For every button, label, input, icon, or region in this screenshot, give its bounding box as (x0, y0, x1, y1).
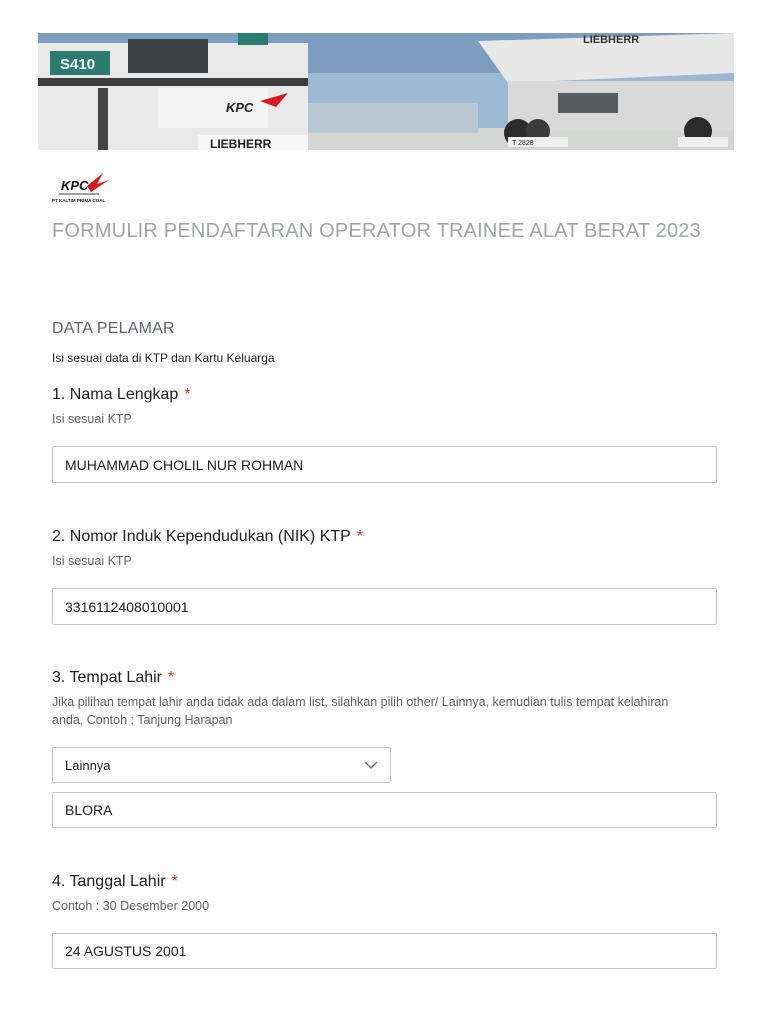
question-2-title (52, 528, 363, 546)
chevron-down-icon (364, 761, 378, 769)
form-title: FORMULIR PENDAFTARAN OPERATOR TRAINEE ALAT BERAT 2023 (52, 220, 701, 242)
kpc-logo (51, 170, 113, 206)
logo-company: PT KALTIM PRIMA COAL (52, 198, 106, 203)
banner-truck-brand-text: LIEBHERR (583, 34, 640, 46)
nik-input[interactable] (52, 588, 717, 625)
nama-lengkap-input[interactable] (52, 446, 717, 483)
question-4-label: 4. Tanggal Lahir (52, 873, 166, 890)
required-marker: * (171, 873, 178, 890)
tempat-lahir-select[interactable] (52, 747, 391, 783)
tanggal-lahir-input[interactable] (52, 933, 717, 969)
required-marker: * (184, 386, 191, 403)
question-1-help: Isi sesuai KTP (52, 412, 132, 426)
question-1-label: 1. Nama Lengkap (52, 386, 179, 403)
tempat-lahir-other-input[interactable] (52, 792, 717, 828)
question-3-label: 3. Tempat Lahir (52, 669, 162, 686)
tempat-lahir-selected-value: Lainnya (65, 757, 111, 773)
section-title: DATA PELAMAR (52, 320, 175, 337)
header-banner-image (38, 33, 734, 150)
question-4-help: Contoh : 30 Desember 2000 (52, 899, 210, 913)
section-description: Isi sesuai data di KTP dan Kartu Keluarga (52, 351, 275, 365)
question-3-help: Jika pilihan tempat lahir anda tidak ada dalam list, silahkan pilih other/ Lainnya, kemudian tulis tempat kelahiran anda, Contoh : Tanjung Harapan (52, 695, 669, 727)
required-marker: * (356, 528, 364, 545)
question-4-title (52, 873, 178, 891)
machine-label: S410 (60, 56, 96, 73)
banner-truck-label: T 2828 (512, 140, 534, 147)
required-marker: * (168, 669, 175, 686)
question-2-label: 2. Nomor Induk Kependudukan (NIK) KTP (52, 528, 351, 545)
logo-text: KPC (61, 178, 89, 193)
question-1-title (52, 386, 191, 404)
question-3-title (52, 669, 174, 687)
question-2-help: Isi sesuai KTP (52, 554, 132, 568)
banner-kpc-logo-text: KPC (226, 100, 254, 115)
banner-brand-text: LIEBHERR (210, 137, 272, 150)
